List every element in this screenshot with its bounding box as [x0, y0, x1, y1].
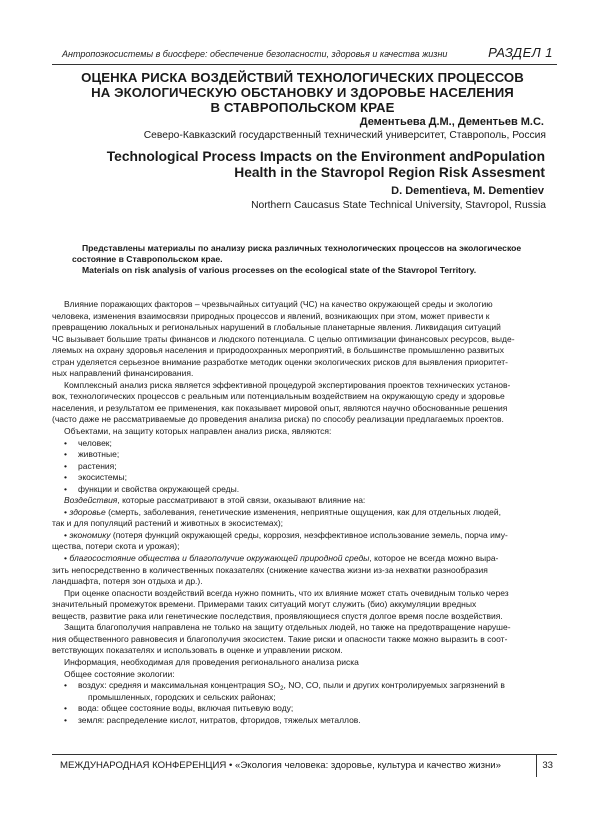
list-item: • функции и свойства окружающей среды.	[64, 483, 240, 494]
ru-title	[60, 70, 545, 115]
body-line: вок, технологических процессов с реальным или потенциальным воздействием на окружающую среду и здоровье	[52, 391, 505, 402]
abstract-line: состояние в Ставропольском крае.	[72, 254, 223, 264]
list-item: • человек;	[64, 437, 112, 448]
effect-economy: • экономику (потеря функций окружающей среды, коррозия, неэффективное использование земель, порча иму-	[64, 529, 508, 540]
body-line: ЧС вызывает большие траты финансов и людского потенциала. С целью оптимизации финансовых ресурсов, выде-	[52, 333, 515, 344]
list-item-land: • земля: распределение кислот, нитратов, фторидов, тяжелых металлов.	[64, 714, 361, 725]
list-item: • растения;	[64, 460, 117, 471]
body-line: ных направлений финансирования.	[52, 368, 194, 379]
list-item: • животные;	[64, 449, 120, 460]
bullet-icon: •	[64, 472, 67, 483]
body-line: зить непосредственно в количественных показателях (снижение качества жизни из-за нехватки разнообразия	[52, 564, 488, 575]
effects-intro: Воздействия, которые рассматривают в этой связи, оказывают влияние на:	[64, 495, 366, 506]
body-line: населения, и результатом ее применения, как показывает мировой опыт, являются научно обоснованные решения	[52, 402, 508, 413]
bullet-icon: •	[64, 437, 67, 448]
body-line: (часто даже не рассматриваемые до проведения анализа риска) по способу реализации предлагаемых проектов.	[52, 414, 504, 425]
en-title-line: Health in the Stavropol Region Risk Assesment	[234, 165, 545, 180]
body-line: ляемых на охрану здоровья населения и природоохранных мероприятий, в большинстве промышленно развитых	[52, 345, 505, 356]
ru-title-line: В СТАВРОПОЛЬСКОМ КРАЕ	[210, 100, 395, 115]
body-line: При оценке опасности воздействий всегда нужно помнить, что их влияние может стать очевидным только через	[64, 587, 509, 598]
body-line: ветствующих показателях и использовать в оценке и управлении риском.	[52, 645, 343, 656]
en-title-line: Technological Process Impacts on the Environment andPopulation	[106, 149, 545, 164]
body-line: промышленных, городских и сельских районах;	[88, 691, 276, 702]
bullet-icon: •	[64, 714, 67, 725]
abstract	[72, 243, 552, 276]
body-line: значительный промежуток времени. Примерами таких ситуаций могут служить (био) аккумуляции вредных	[52, 599, 477, 610]
info-line: Информация, необходимая для проведения регионального анализа риска	[64, 656, 359, 667]
body-line: ландшафта, потеря зон отдыха и др.).	[52, 576, 203, 587]
ru-title-line: НА ЭКОЛОГИЧЕСКУЮ ОБСТАНОВКУ И ЗДОРОВЬЕ НАСЕЛЕНИЯ	[91, 85, 514, 100]
body-line: Защита благополучия направлена не только на защиту отдельных людей, но также на предотвращение наруше-	[64, 622, 511, 633]
effect-wellbeing: • благосостояние общества и благополучие окружающей природной среды, которое не всегда можно выра-	[64, 553, 499, 564]
body-line: превращению локальных и региональных нарушений в глобальные планетарные явления. Ликвидация ситуаций	[52, 322, 501, 333]
section-label: РАЗДЕЛ 1	[488, 45, 553, 60]
list-item-air: • воздух: средняя и максимальная концентрация $SO_2$, NO, CO, пыли и других контролируемых загрязнений в	[64, 680, 505, 693]
body-line: стран уделяется серьезное внимание разработке методик оценки экологических рисков для выявления приоритет-	[52, 356, 508, 367]
body-line: Влияние поражающих факторов – чрезвычайных ситуаций (ЧС) на качество окружающей среды и экологию	[64, 299, 493, 309]
bullet-icon: •	[64, 703, 67, 714]
bullet-icon: •	[64, 483, 67, 494]
ru-authors: Дементьева Д.М., Дементьев М.С.	[359, 116, 544, 128]
objects-intro: Объектами, на защиту которых направлен анализ риска, являются:	[64, 426, 332, 437]
bullet-icon: •	[64, 449, 67, 460]
page-footer	[52, 754, 557, 777]
ru-affiliation: Северо-Кавказский государственный технический университет, Ставрополь, Россия	[143, 130, 546, 141]
effect-health: • здоровье (смерть, заболевания, генетические изменения, неприятные ощущения, как для отдельных людей,	[64, 506, 501, 517]
en-authors: D. Dementieva, M. Dementiev	[391, 185, 544, 197]
body-line: человека, изменения взаимосвязи природных процессов и явлений, возникающих при этом, может привести к	[52, 310, 490, 321]
page-number: 33	[542, 760, 553, 771]
ru-title-line: ОЦЕНКА РИСКА ВОЗДЕЙСТВИЙ ТЕХНОЛОГИЧЕСКИХ ПРОЦЕССОВ	[81, 70, 524, 85]
conference-name: МЕЖДУНАРОДНАЯ КОНФЕРЕНЦИЯ • «Экология человека: здоровье, культура и качество жизни»	[60, 760, 501, 771]
en-affiliation: Northern Caucasus State Technical University, Stavropol, Russia	[251, 200, 546, 211]
article-body	[52, 299, 552, 726]
footer-divider	[536, 755, 537, 777]
bullet-icon: •	[64, 460, 67, 471]
page-header	[52, 42, 557, 65]
list-item-water: • вода: общее состояние воды, включая питьевую воду;	[64, 703, 294, 714]
body-line: веществ, развитие рака или генетические последствия, проявляющиеся спустя долгое время после воздействия.	[52, 610, 503, 621]
body-line: ния общественного равновесия и благополучия экосистем. Такие риски и опасности также можно выразить в соот-	[52, 633, 508, 644]
body-line: так и для популяций растений и животных в экосистемах);	[52, 518, 284, 529]
general-state: Общее состояние экологии:	[64, 668, 175, 679]
list-item: • экосистемы;	[64, 472, 127, 483]
abstract-line-en: Materials on risk analysis of various processes on the ecological state of the Stavropol Territory.	[82, 265, 477, 275]
en-title	[60, 149, 545, 181]
bullet-icon: •	[64, 680, 67, 691]
body-line: щества, потери скота и урожая);	[52, 541, 180, 552]
abstract-line: Представлены материалы по анализу риска различных технологических процессов на экологическое	[82, 243, 522, 253]
body-line: Комплексный анализ риска является эффективной процедурой экспертирования проектов технических установ-	[64, 379, 511, 390]
running-title: Антропоэкосистемы в биосфере: обеспечение безопасности, здоровья и качества жизни	[62, 49, 448, 59]
